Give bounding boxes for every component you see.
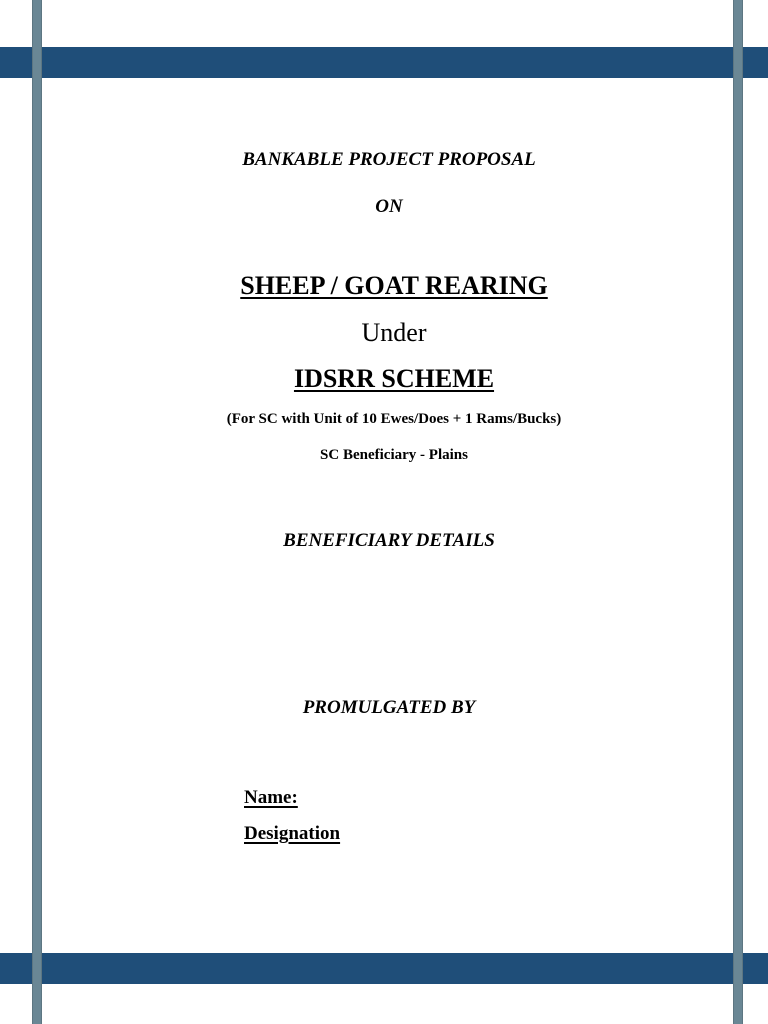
scheme-title-text: IDSRR SCHEME [293,364,495,393]
promulgated-by-heading: PROMULGATED BY [302,697,476,718]
beneficiary-type: SC Beneficiary - Plains [320,447,468,463]
top-blue-band [0,47,768,78]
beneficiary-details-heading: BENEFICIARY DETAILS [283,530,495,551]
proposal-heading: BANKABLE PROJECT PROPOSAL [242,149,536,170]
name-field [244,787,298,809]
scheme-title [46,364,742,394]
on-label: ON [375,196,403,217]
bottom-blue-band [0,953,768,984]
designation-field [244,823,340,845]
project-title [46,271,742,301]
name-label: Name: [244,787,298,808]
under-label: Under [361,318,427,347]
unit-note: (For SC with Unit of 10 Ewes/Does + 1 Rams/Bucks) [226,411,562,427]
project-title-text: SHEEP / GOAT REARING [240,271,548,300]
designation-label: Designation [244,823,341,844]
